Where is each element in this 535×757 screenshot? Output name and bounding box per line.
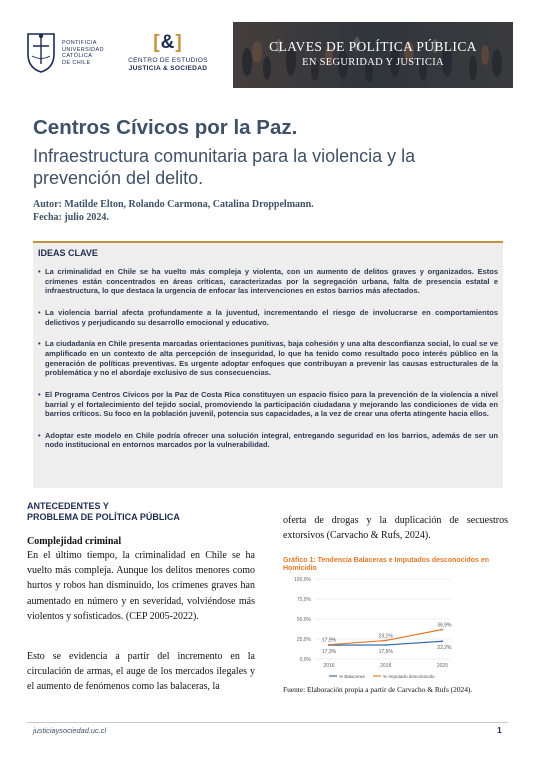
subheading: Complejidad criminal <box>27 536 122 547</box>
data-point <box>328 644 330 646</box>
data-label: 17,5% <box>378 649 393 655</box>
key-idea-item: • La criminalidad en Chile se ha vuelto más compleja y violenta, con un aumento de delitos graves y organizados. Estos crímenes están concentrados en áreas críticas, caracterizadas por la segregación urbana, falta de presencia estatal e infraestructura, lo que destaca la urgencia de enfocar las intervenciones en estos barrios más afectados. <box>38 267 498 296</box>
date-line: Fecha: julio 2024. <box>33 211 109 223</box>
data-point <box>385 640 387 642</box>
uc-line: UNIVERSIDAD <box>62 46 104 53</box>
x-tick-label: 2020 <box>436 663 448 669</box>
cejs-bracket-left: [ <box>153 32 161 53</box>
y-tick-label: 75,0% <box>296 597 311 603</box>
uc-line: DE CHILE <box>62 59 91 66</box>
data-point <box>442 629 444 631</box>
banner-subtitle: EN SEGURIDAD Y JUSTICIA <box>302 57 444 68</box>
key-ideas-heading: IDEAS CLAVE <box>38 248 98 258</box>
cejs-logo <box>118 32 218 78</box>
data-point <box>442 640 444 642</box>
cejs-line-1: CENTRO DE ESTUDIOS <box>128 57 208 64</box>
y-tick-label: 0,0% <box>299 657 311 663</box>
crowd-photo <box>233 22 513 88</box>
document-title: Centros Cívicos por la Paz. <box>33 116 298 139</box>
banner-title: CLAVES DE POLÍTICA PÚBLICA <box>269 39 477 54</box>
body-paragraph: Esto se evidencia a partir del incremento en la circulación de armas, el auge de los mercados ilegales y el aumento de fenómenos como las balaceras, la <box>27 651 255 693</box>
page-header <box>0 0 535 100</box>
footer-url-link[interactable]: justiciaysociedad.uc.cl <box>33 726 107 735</box>
uc-name <box>62 40 104 66</box>
y-tick-label: 25,0% <box>296 637 311 643</box>
document-subtitle: Infraestructura comunitaria para la violencia y la prevención del delito. <box>33 146 416 188</box>
page-number: 1 <box>497 725 502 735</box>
key-idea-item: • La ciudadanía en Chile presenta marcadas orientaciones punitivas, baja cohesión y una alta desconfianza social, lo cual se ve amplificado en un contexto de alta percepción de inseguridad, lo que ha tenido como resultado poco interés público en la generación de políticas preventivas. Es urgente adoptar enfoques que contribuyan a prevenir las causas estructurales de la problemática y no el abordaje exclusivo de sus consecuencias. <box>38 339 498 377</box>
key-idea-item: • El Programa Centros Cívicos por la Paz de Costa Rica constituyen un espacio físico para la prevención de la violencia a nivel barrial y el fortalecimiento del tejido social, promoviendo la participación ciudadana y mejorando las condiciones de vida en barrios críticos. Su foco en la población juvenil, potencia sus capacidades, a la vez de crear una oferta atingente hacia ellos. <box>38 390 498 419</box>
cejs-bracket-right: ] <box>175 32 183 53</box>
key-idea-item: • La violencia barrial afecta profundamente a la juventud, incrementando el riesgo de involucrarse en comportamientos delictivos y perjudicando su desarrollo emocional y educativo. <box>38 308 498 327</box>
uc-logo <box>24 30 124 76</box>
uc-line: PONTIFICIA <box>62 40 97 46</box>
authors-line: Autor: Matilde Elton, Rolando Carmona, Catalina Droppelmann. <box>33 199 314 210</box>
legend-label: % Balaceras <box>339 674 365 679</box>
body-paragraph: En el último tiempo, la criminalidad en Chile se ha vuelto más compleja. Aunque los delitos menores como hurtos y robos han disminuido, los crímenes graves han aumentado en número y en severidad, volviéndose más violentos y sofisticados. (CEP 2005-2022). <box>27 550 255 622</box>
x-tick-label: 2018 <box>380 663 392 669</box>
uc-crest-icon <box>24 30 58 74</box>
x-tick-label: 2016 <box>323 663 335 669</box>
y-tick-label: 50,0% <box>296 617 311 623</box>
legend-label: % Imputado desconocido <box>383 674 435 679</box>
authors-block <box>33 199 503 224</box>
key-idea-item: • Adoptar este modelo en Chile podría ofrecer una solución integral, entregando seguridad en los barrios, además de ser un nodo institucional en entornos marcados por la vulnerabilidad. <box>38 431 498 450</box>
series-banner <box>233 22 513 88</box>
cejs-mark <box>118 32 218 54</box>
data-point <box>385 644 387 646</box>
data-label: 23,1% <box>378 633 393 640</box>
section-heading <box>27 501 257 523</box>
section-heading-line-2: PROBLEMA DE POLÍTICA PÚBLICA <box>27 512 180 522</box>
y-tick-label: 100,0% <box>294 577 311 583</box>
footer-divider <box>27 722 508 723</box>
uc-line: CATÓLICA <box>62 53 93 59</box>
cejs-line-2: JUSTICIA & SOCIEDAD <box>128 65 208 72</box>
data-label: 17,3% <box>321 649 337 656</box>
chart-title: Gráfico 1: Tendencia Balaceras e Imputados desconocidos en Homicidio <box>283 557 490 572</box>
key-ideas-list <box>38 267 498 462</box>
data-label: 36,9% <box>437 622 452 629</box>
body-paragraph-continued: oferta de drogas y la duplicación de secuestros extorsivos (Carvacho & Rufs, 2024). <box>283 515 508 542</box>
cejs-ampersand: & <box>160 32 176 53</box>
key-ideas-box <box>33 241 503 488</box>
data-label: 22,2% <box>437 645 452 652</box>
chart-source: Fuente: Elaboración propia a partir de Carvacho & Rufs (2024). <box>283 685 473 694</box>
section-heading-line-1: ANTECEDENTES Y <box>27 501 109 511</box>
trend-line-chart <box>283 573 508 681</box>
data-label: 17,9% <box>321 637 337 644</box>
